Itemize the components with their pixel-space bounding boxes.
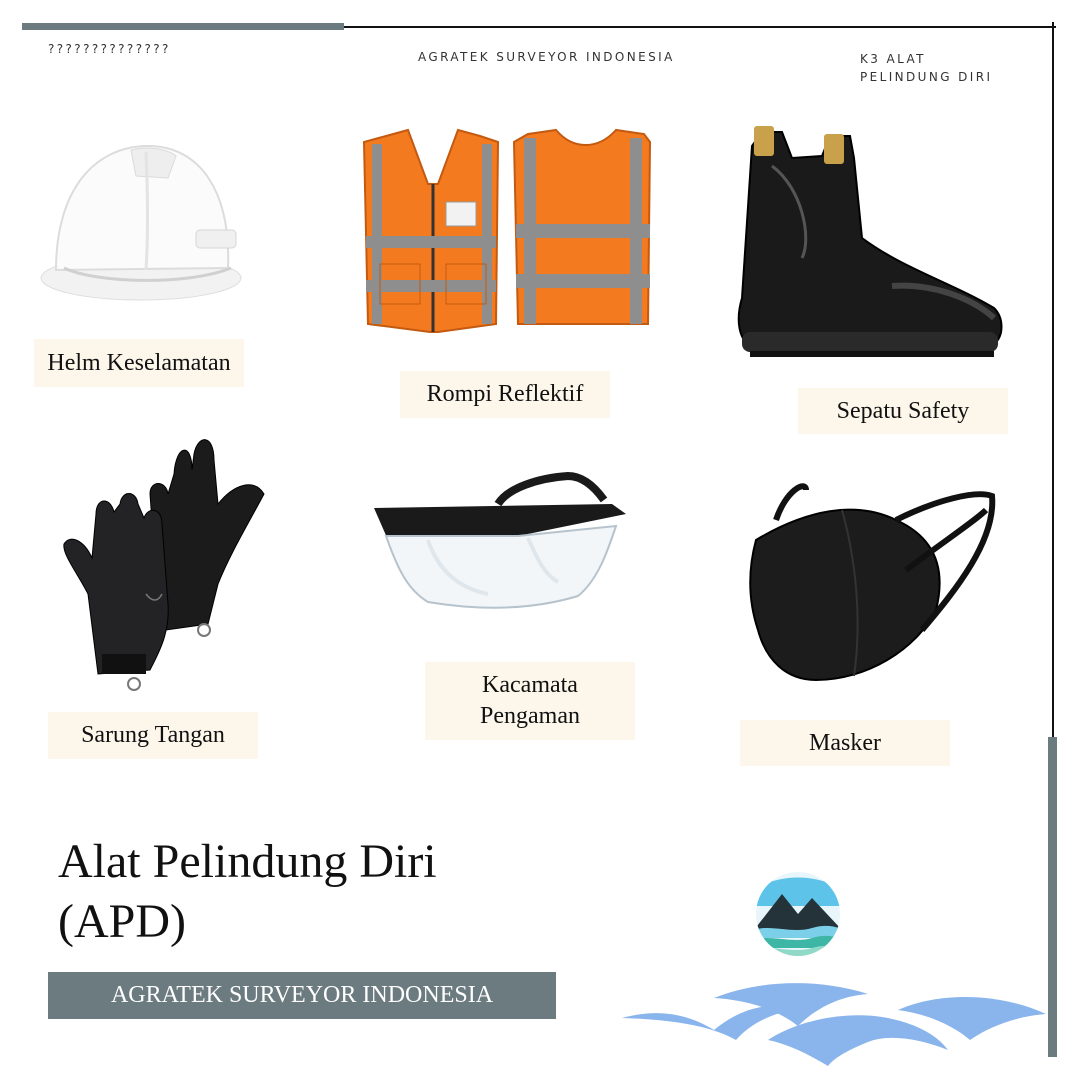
- label-helmet: Helm Keselamatan: [34, 339, 244, 387]
- boot-icon: [732, 118, 1010, 370]
- label-vest: Rompi Reflektif: [400, 371, 610, 418]
- mask-icon: [746, 480, 998, 686]
- header-tag-right-line2: PELINDUNG DIRI: [860, 70, 993, 84]
- header-tag-left: ??????????????: [48, 42, 171, 56]
- gloves-icon: [58, 434, 272, 696]
- page-title-line2: (APD): [58, 895, 186, 948]
- label-goggles: [425, 662, 635, 740]
- header-tag-right-line1: K3 ALAT: [860, 52, 926, 66]
- company-banner: AGRATEK SURVEYOR INDONESIA: [48, 972, 556, 1019]
- vest-icon: [358, 124, 658, 340]
- frame-top-bar: [22, 23, 344, 30]
- wave-decoration: [618, 970, 1050, 1070]
- header-tag-right: [860, 50, 992, 86]
- label-gloves: Sarung Tangan: [48, 712, 258, 759]
- frame-right-line: [1052, 22, 1054, 737]
- label-mask: Masker: [740, 720, 950, 766]
- logo-icon: [752, 868, 844, 960]
- label-goggles-line2: Pengaman: [480, 703, 580, 729]
- page-title: [58, 832, 437, 952]
- label-boot: Sepatu Safety: [798, 388, 1008, 434]
- header-tag-center: AGRATEK SURVEYOR INDONESIA: [418, 50, 675, 64]
- goggles-icon: [368, 470, 636, 620]
- label-goggles-line1: Kacamata: [482, 672, 578, 698]
- frame-top-line: [344, 26, 1056, 28]
- page-title-line1: Alat Pelindung Diri: [58, 835, 437, 888]
- helmet-icon: [36, 138, 246, 308]
